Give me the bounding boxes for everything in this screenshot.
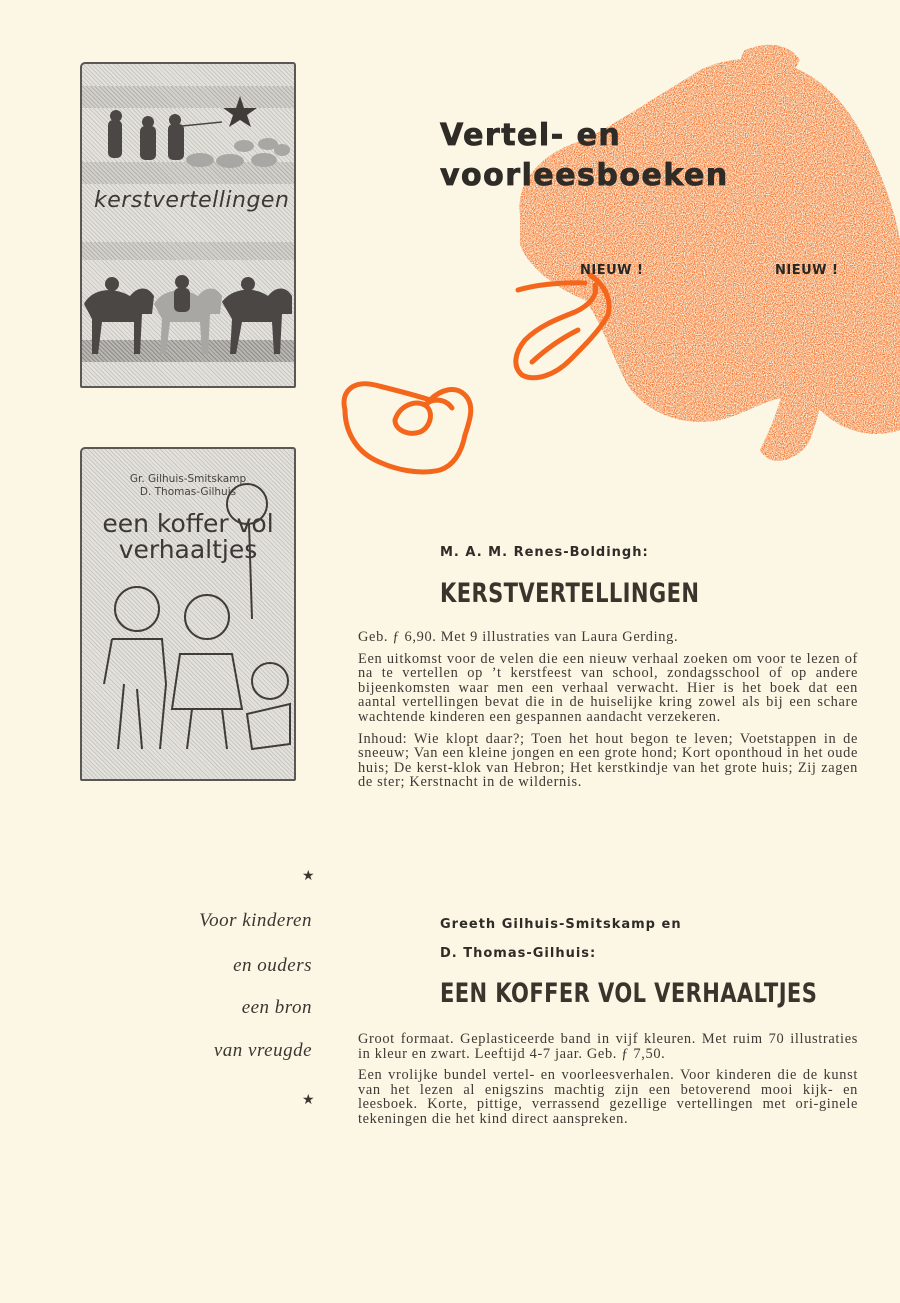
- star-icon: ★: [302, 1092, 315, 1108]
- book1-contents: Inhoud: Wie klopt daar?; Toen het hout begon te leven; Voetstappen in de sneeuw; Van een kleine jongen en een grote hond; Kort oponthoud in het oude huis; De kerst-klok van Hebron; Het kerstkindje van het grote huis; Zij zagen de ster; Kerstnacht in de wildernis.: [358, 730, 858, 791]
- book1-author: M. A. M. Renes-Boldingh:: [440, 545, 649, 560]
- book2-author-line1: Greeth Gilhuis-Smitskamp en: [440, 917, 682, 932]
- star-icon: ★: [302, 868, 315, 884]
- cover-title-line1: een koffer vol: [102, 509, 274, 538]
- cover-title: kerstvertellingen: [94, 188, 290, 213]
- new-badge-left: NIEUW !: [580, 263, 644, 278]
- slogan-line-3: een bron: [241, 997, 312, 1018]
- cover-author-2: D. Thomas-Gilhuis: [139, 486, 237, 498]
- book2-title: EEN KOFFER VOL VERHAALTJES: [440, 978, 818, 1009]
- page-title-line2: voorleesboeken: [440, 158, 729, 193]
- new-badge-right: NIEUW !: [775, 263, 839, 278]
- book1-title: KERSTVERTELLINGEN: [440, 578, 700, 609]
- dog-illustration: [330, 20, 900, 490]
- slogan-line-2: en ouders: [233, 955, 312, 976]
- page-title-line1: Vertel- en: [440, 118, 622, 153]
- book2-format-line: Groot formaat. Geplasticeerde band in vijf kleuren. Met ruim 70 illustraties in kleur en zwart. Leeftijd 4-7 jaar. Geb. ƒ 7,50.: [358, 1031, 858, 1062]
- book1-description: [358, 630, 858, 797]
- book2-author-line2: D. Thomas-Gilhuis:: [440, 946, 597, 961]
- cover-illustration: [82, 64, 294, 386]
- book1-price-line: Geb. ƒ 6,90. Met 9 illustraties van Laura Gerding.: [358, 629, 679, 645]
- cover-title-line2: verhaaltjes: [118, 535, 258, 564]
- book1-summary: Een uitkomst voor de velen die een nieuw verhaal zoeken om voor te lezen of na te vertellen op ’t kerstfeest van school, zondagsschool of op andere bijeenkomsten waar men een verhaal verwacht. Hier is het boek dat een aantal vertellingen bevat die in de huiselijke kring zowel als bij een schare wachtende kinderen een gespannen aandacht verzekeren.: [358, 650, 858, 725]
- slogan-line-1: Voor kinderen: [199, 910, 312, 931]
- book2-description: [358, 1032, 858, 1134]
- page-title: [440, 116, 729, 196]
- cover-author-1: Gr. Gilhuis-Smitskamp: [129, 473, 247, 485]
- book-cover-kerstvertellingen: [80, 62, 296, 388]
- slogan-line-4: van vreugde: [213, 1040, 312, 1061]
- book-cover-een-koffer-vol-verhaaltjes: [80, 447, 296, 781]
- cover-illustration: [82, 449, 294, 779]
- book2-summary: Een vrolijke bundel vertel- en voorleesverhalen. Voor kinderen die de kunst van het lezen al enigszins machtig zijn een betoverend mooi kijk- en leesboek. Korte, pittige, verrassend gezellige vertellingen met ori-ginele tekeningen die het kind direct aanspreken.: [358, 1067, 858, 1127]
